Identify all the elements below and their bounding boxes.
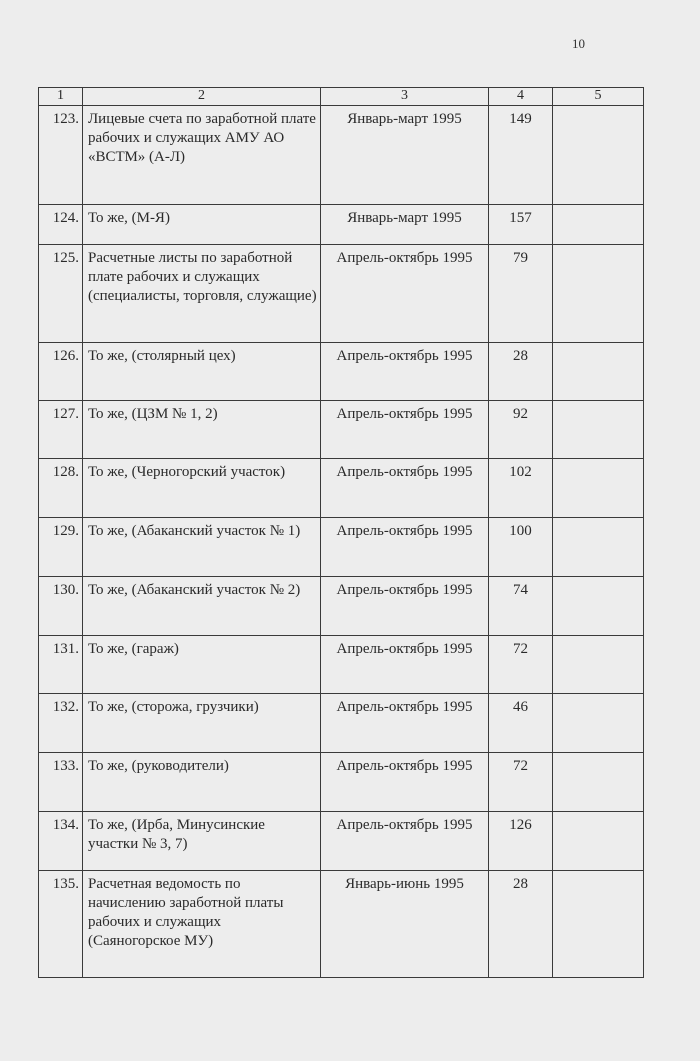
page-number: 10 — [572, 36, 585, 51]
row-title: То же, (Черногорский участок) — [83, 459, 321, 518]
row-note — [553, 812, 644, 871]
table-row — [39, 694, 644, 753]
row-note — [553, 401, 644, 459]
row-title: То же, (столярный цех) — [83, 343, 321, 401]
row-number: 132. — [39, 694, 83, 753]
row-date-range: Апрель-октябрь 1995 — [321, 753, 489, 812]
row-title: То же, (Абаканский участок № 2) — [83, 577, 321, 636]
row-number: 134. — [39, 812, 83, 871]
row-title: То же, (сторожа, грузчики) — [83, 694, 321, 753]
row-note — [553, 577, 644, 636]
table-row — [39, 401, 644, 459]
row-date-range: Январь-июнь 1995 — [321, 871, 489, 978]
table-row — [39, 205, 644, 245]
row-sheet-count: 102 — [489, 459, 553, 518]
row-title: То же, (гараж) — [83, 636, 321, 694]
table-row — [39, 636, 644, 694]
row-date-range: Апрель-октябрь 1995 — [321, 812, 489, 871]
row-title: Лицевые счета по заработной плате рабочих и служащих АМУ АО «ВСТМ» (А-Л) — [83, 106, 321, 205]
row-sheet-count: 72 — [489, 636, 553, 694]
row-sheet-count: 74 — [489, 577, 553, 636]
row-date-range: Апрель-октябрь 1995 — [321, 636, 489, 694]
row-date-range: Январь-март 1995 — [321, 106, 489, 205]
header-col-5: 5 — [553, 88, 644, 106]
table-row — [39, 343, 644, 401]
row-date-range: Апрель-октябрь 1995 — [321, 245, 489, 343]
table-row — [39, 245, 644, 343]
row-sheet-count: 28 — [489, 343, 553, 401]
row-date-range: Апрель-октябрь 1995 — [321, 694, 489, 753]
row-note — [553, 636, 644, 694]
row-sheet-count: 157 — [489, 205, 553, 245]
table-header-row — [39, 88, 644, 106]
row-sheet-count: 46 — [489, 694, 553, 753]
row-note — [553, 459, 644, 518]
row-number: 130. — [39, 577, 83, 636]
table-row — [39, 812, 644, 871]
table-row — [39, 106, 644, 205]
row-title: Расчетная ведомость по начислению заработной платы рабочих и служащих (Саяногорское МУ) — [83, 871, 321, 978]
table-row — [39, 459, 644, 518]
row-date-range: Апрель-октябрь 1995 — [321, 518, 489, 577]
row-sheet-count: 92 — [489, 401, 553, 459]
table-row — [39, 753, 644, 812]
row-sheet-count: 100 — [489, 518, 553, 577]
row-sheet-count: 126 — [489, 812, 553, 871]
row-note — [553, 753, 644, 812]
row-note — [553, 694, 644, 753]
row-date-range: Апрель-октябрь 1995 — [321, 577, 489, 636]
header-col-2: 2 — [83, 88, 321, 106]
header-col-3: 3 — [321, 88, 489, 106]
table-row — [39, 871, 644, 978]
row-number: 135. — [39, 871, 83, 978]
row-number: 127. — [39, 401, 83, 459]
row-note — [553, 245, 644, 343]
row-title: То же, (Абаканский участок № 1) — [83, 518, 321, 577]
row-sheet-count: 79 — [489, 245, 553, 343]
row-note — [553, 518, 644, 577]
inventory-table — [38, 87, 644, 978]
row-number: 128. — [39, 459, 83, 518]
row-number: 131. — [39, 636, 83, 694]
row-note — [553, 343, 644, 401]
row-date-range: Апрель-октябрь 1995 — [321, 459, 489, 518]
row-note — [553, 106, 644, 205]
row-sheet-count: 149 — [489, 106, 553, 205]
table-row — [39, 577, 644, 636]
row-number: 126. — [39, 343, 83, 401]
row-title: То же, (руководители) — [83, 753, 321, 812]
row-number: 124. — [39, 205, 83, 245]
row-title: То же, (ЦЗМ № 1, 2) — [83, 401, 321, 459]
table-row — [39, 518, 644, 577]
row-sheet-count: 72 — [489, 753, 553, 812]
row-title: Расчетные листы по заработной плате рабочих и служащих (специалисты, торговля, служащие) — [83, 245, 321, 343]
row-date-range: Январь-март 1995 — [321, 205, 489, 245]
row-number: 129. — [39, 518, 83, 577]
row-date-range: Апрель-октябрь 1995 — [321, 343, 489, 401]
row-title: То же, (М-Я) — [83, 205, 321, 245]
row-date-range: Апрель-октябрь 1995 — [321, 401, 489, 459]
row-note — [553, 871, 644, 978]
header-col-1: 1 — [39, 88, 83, 106]
header-col-4: 4 — [489, 88, 553, 106]
row-note — [553, 205, 644, 245]
row-number: 133. — [39, 753, 83, 812]
row-sheet-count: 28 — [489, 871, 553, 978]
row-title: То же, (Ирба, Минусинские участки № 3, 7) — [83, 812, 321, 871]
row-number: 123. — [39, 106, 83, 205]
row-number: 125. — [39, 245, 83, 343]
